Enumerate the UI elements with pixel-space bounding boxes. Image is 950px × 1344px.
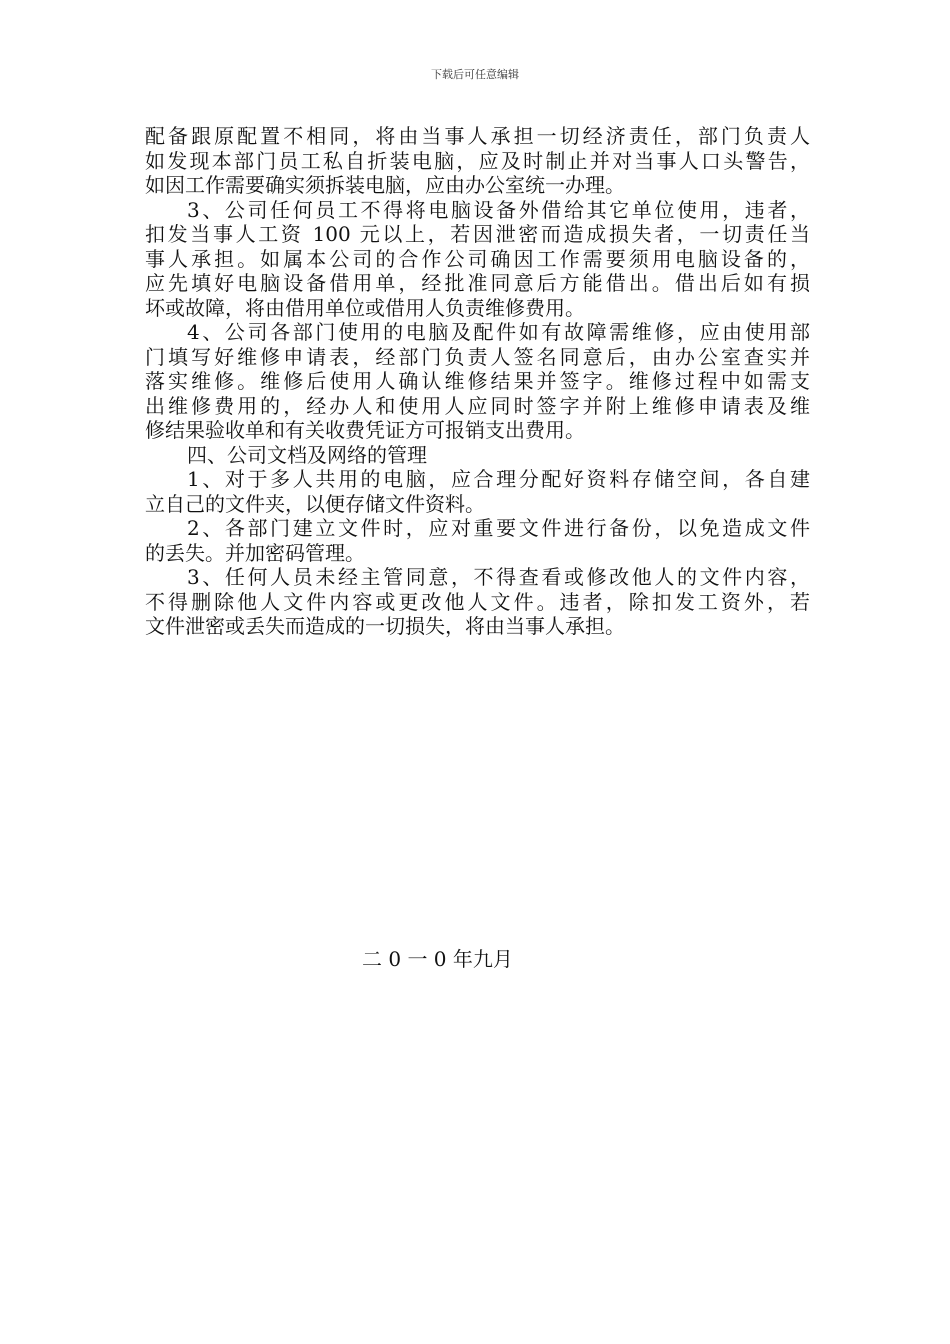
text-line: 1、对于多人共用的电脑，应合理分配好资料存储空间，各自建 [187,467,810,491]
text-line: 如发现本部门员工私自折装电脑，应及时制止并对当事人口头警告， [145,148,810,173]
header-note: 下载后可任意编辑 [431,68,519,81]
text-line: 文件泄密或丢失而造成的一切损失，将由当事人承担。 [145,614,625,638]
text-line: 3、公司任何员工不得将电脑设备外借给其它单位使用，违者， [187,197,810,222]
section-heading: 四、公司文档及网络的管理 [187,442,427,467]
text-line: 立自己的文件夹，以便存储文件资料。 [145,491,485,516]
text-line: 不得删除他人文件内容或更改他人文件。违者，除扣发工资外，若 [145,589,810,614]
text-line: 门填写好维修申请表，经部门负责人签名同意后，由办公室查实并 [145,344,810,369]
text-line: 3、任何人员未经主管同意，不得查看或修改他人的文件内容， [187,565,810,589]
text-line: 2、各部门建立文件时，应对重要文件进行备份，以免造成文件 [187,516,810,540]
text-line: 扣发当事人工资 100 元以上，若因泄密而造成损失者，一切责任当 [145,222,810,246]
text-line: 应先填好电脑设备借用单，经批准同意后方能借出。借出后如有损 [145,271,810,295]
document-date: 二 0 一 0 年九月 [362,947,513,971]
text-line: 如因工作需要确实须拆装电脑，应由办公室统一办理。 [145,173,625,197]
text-line: 落实维修。维修后使用人确认维修结果并签字。维修过程中如需支 [145,369,810,393]
text-line: 修结果验收单和有关收费凭证方可报销支出费用。 [145,418,585,442]
text-line: 配备跟原配置不相同，将由当事人承担一切经济责任，部门负责人 [145,124,810,148]
text-line: 坏或故障，将由借用单位或借用人负责维修费用。 [145,295,585,320]
text-line: 4、公司各部门使用的电脑及配件如有故障需维修，应由使用部 [187,320,810,344]
document-body [145,124,810,639]
text-line: 出维修费用的，经办人和使用人应同时签字并附上维修申请表及维 [145,393,810,418]
text-line: 的丢失。并加密码管理。 [145,540,365,565]
text-line: 事人承担。如属本公司的合作公司确因工作需要须用电脑设备的， [145,246,810,271]
